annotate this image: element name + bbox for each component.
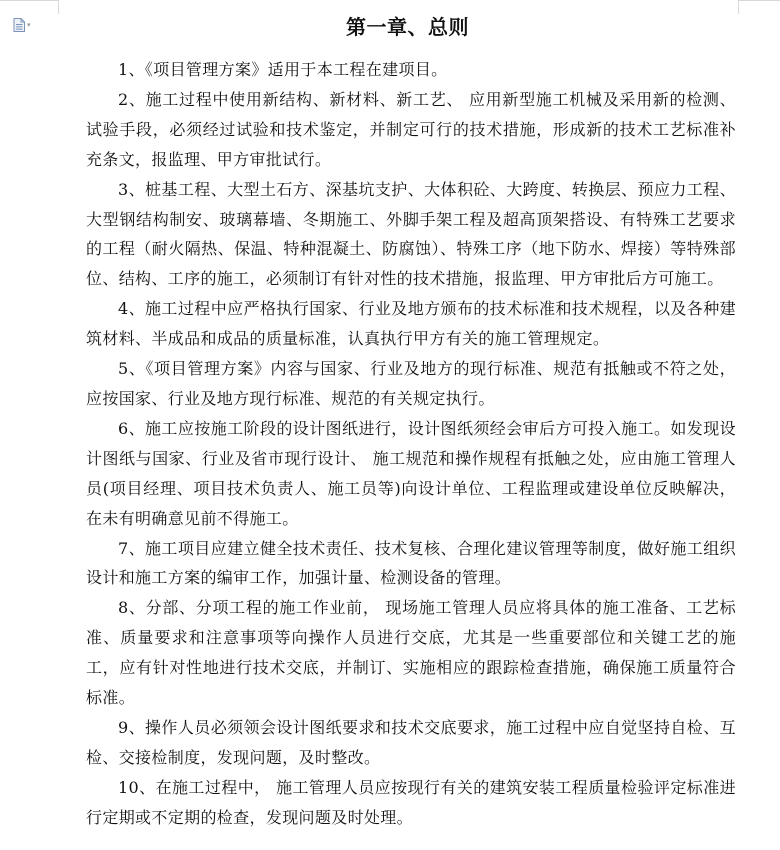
paragraph-6: 6、施工应按施工阶段的设计图纸进行，设计图纸须经会审后方可投入施工。如发现设计图纸与国家、行业及省市现行设计、 施工规范和操作规程有抵触之处，应由施工管理人员(项目经理、项目技术负责人、施工员等)向设计单位、工程监理或建设单位反映解决，在未有明确意见前不得施工。 [86,418,736,528]
paragraph-1: 1、《项目管理方案》适用于本工程在建项目。 [118,60,448,79]
paragraph-8: 8、分部、分项工程的施工作业前， 现场施工管理人员应将具体的施工准备、工艺标准、质量要求和注意事项等向操作人员进行交底，尤其是一些重要部位和关键工艺的施工，应有针对性地进行技术交底，并制订、实施相应的跟踪检查措施，确保施工质量符合标准。 [86,598,736,708]
paragraph-5: 5、《项目管理方案》内容与国家、行业及地方的现行标准、规范有抵触或不符之处，应按国家、行业及地方现行标准、规范的有关规定执行。 [86,359,736,408]
chevron-down-icon: ▾ [27,21,31,29]
paragraph-3: 3、桩基工程、大型土石方、深基坑支护、大体积砼、大跨度、转换层、预应力工程、大型钢结构制安、玻璃幕墙、冬期施工、外脚手架工程及超高顶架搭设、有特殊工艺要求的工程（耐火隔热、保温、特种混凝土、防腐蚀）、特殊工序（地下防水、焊接）等特殊部位、结构、工序的施工，必须制订有针对性的技术措施，报监理、甲方审批后方可施工。 [86,179,736,289]
crop-mark-top-left [0,0,58,1]
paragraph-2: 2、施工过程中使用新结构、新材料、新工艺、 应用新型施工机械及采用新的检测、试验手段，必须经过试验和技术鉴定，并制定可行的技术措施，形成新的技术工艺标准补充条文，报监理、甲方审批试行。 [86,89,736,169]
document-body [86,55,736,833]
crop-mark-top-right [738,0,780,1]
paragraph-4: 4、施工过程中应严格执行国家、行业及地方颁布的技术标准和技术规程，以及各种建筑材料、半成品和成品的质量标准，认真执行甲方有关的施工管理规定。 [86,299,736,349]
paragraph-7: 7、施工项目应建立健全技术责任、技术复核、合理化建议管理等制度，做好施工组织设计和施工方案的编审工作，加强计量、检测设备的管理。 [86,538,736,588]
page-title: 第一章、总则 [346,15,469,39]
paragraph-9: 9、操作人员必须领会设计图纸要求和技术交底要求，施工过程中应自觉坚持自检、互检、交接检制度，发现问题，及时整改。 [86,717,736,767]
paragraph-10: 10、在施工过程中， 施工管理人员应按现行有关的建筑安装工程质量检验评定标准进行定期或不定期的检查，发现问题及时处理。 [86,777,736,827]
